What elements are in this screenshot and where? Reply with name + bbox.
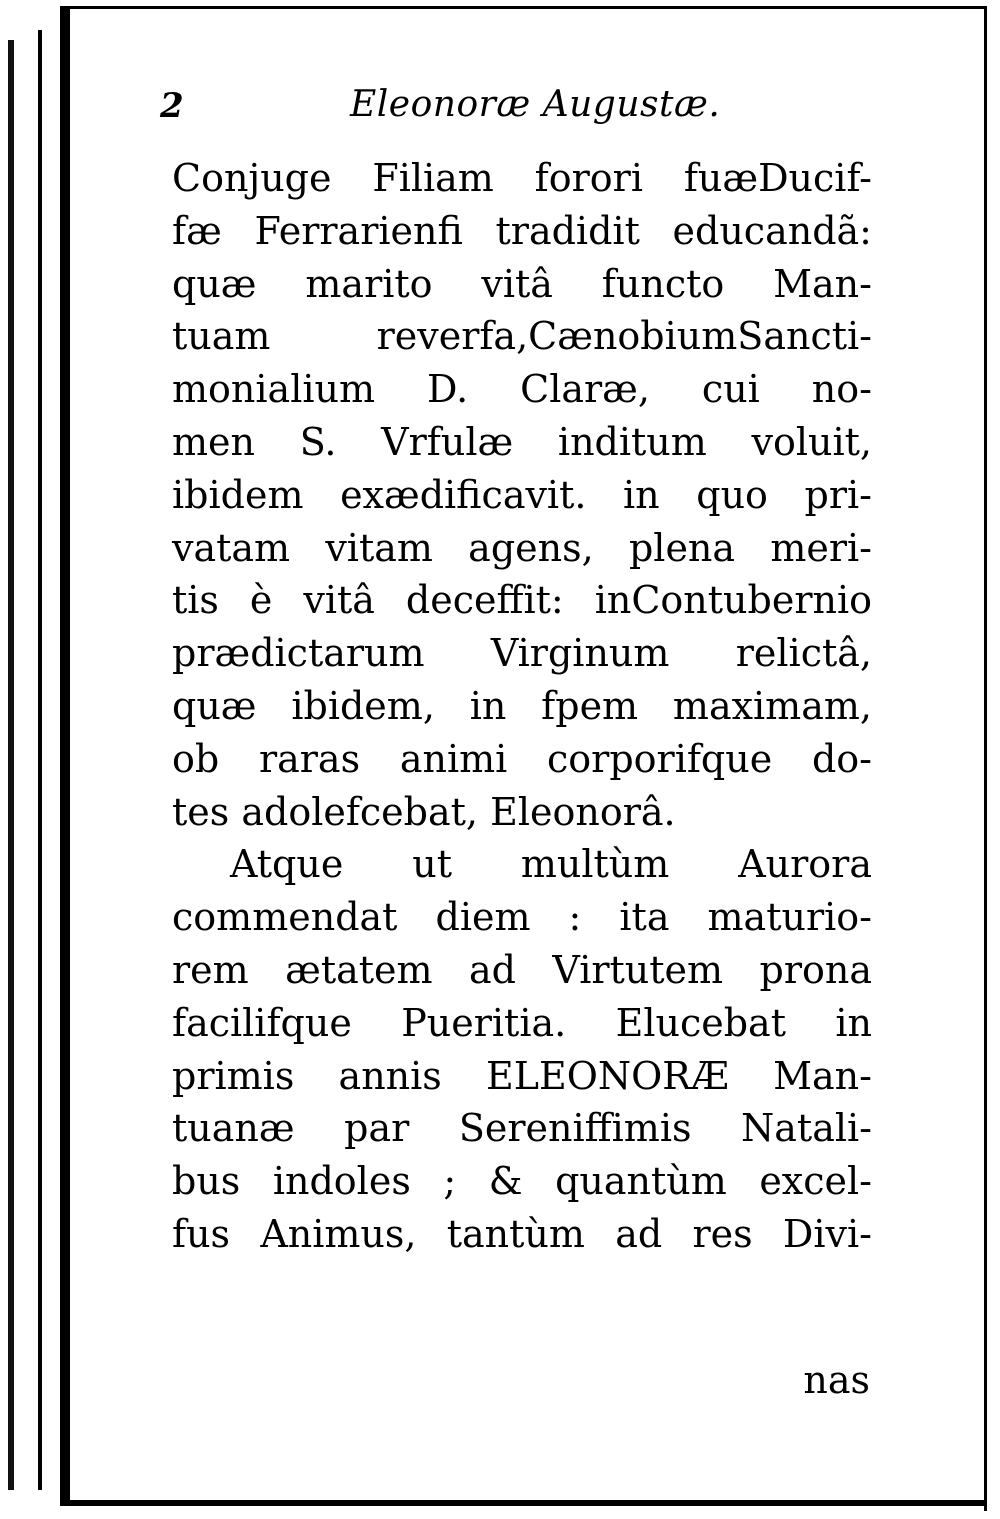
text-line: bus indoles ; & quantùm excel-	[172, 1159, 872, 1204]
text-line: rem ætatem ad Virtutem prona	[172, 947, 872, 992]
text-line: tis è vitâ deceffit: inContubernio	[172, 578, 872, 623]
text-line: ob raras animi corporifque do-	[172, 736, 872, 781]
binding-shadow-outer	[8, 40, 14, 1490]
text-line: Conjuge Filiam forori fuæDucif-	[172, 156, 872, 200]
text-line: monialium D. Claræ, cui no-	[172, 367, 872, 412]
page-header	[160, 80, 880, 130]
text-line: Atque ut multùm Aurora	[230, 842, 872, 887]
binding-edge	[0, 0, 70, 1519]
text-line: commendat diem : ita maturio-	[172, 895, 872, 940]
paragraph-1	[172, 152, 872, 838]
text-line: quæ ibidem, in fpem maximam,	[172, 683, 872, 728]
binding-shadow-inner	[60, 8, 70, 1503]
text-line: prædictarum Virginum relictâ,	[172, 631, 872, 676]
body-text	[172, 152, 872, 1261]
running-title: Eleonoræ Augustæ.	[350, 84, 721, 125]
text-line: tuanæ par Sereniffimis Natali-	[172, 1106, 872, 1151]
binding-shadow-middle	[38, 30, 42, 1490]
text-line: facilifque Pueritia. Elucebat in	[172, 1000, 872, 1045]
text-line: fæ Ferrarienfi tradidit educandã:	[172, 208, 872, 253]
text-line: primis annis ELEONORÆ Man-	[172, 1053, 872, 1098]
catchword: nas	[803, 1358, 870, 1402]
text-line: vatam vitam agens, plena meri-	[172, 525, 872, 570]
page-top-edge	[60, 6, 985, 9]
text-line: tes adolefcebat, Eleonorâ.	[172, 789, 676, 834]
page-number: 2	[160, 86, 184, 126]
text-line: tuam reverfa,CænobiumSancti-	[172, 314, 872, 359]
page-right-edge	[984, 6, 987, 1511]
paragraph-2	[172, 838, 872, 1260]
text-line: men S. Vrfulæ inditum voluit,	[172, 419, 872, 464]
text-line: quæ marito vitâ functo Man-	[172, 261, 872, 306]
text-line: ibidem exædificavit. in quo pri-	[172, 472, 872, 517]
page-bottom-edge	[60, 1500, 987, 1506]
text-line: fus Animus, tantùm ad res Divi-	[172, 1211, 872, 1256]
